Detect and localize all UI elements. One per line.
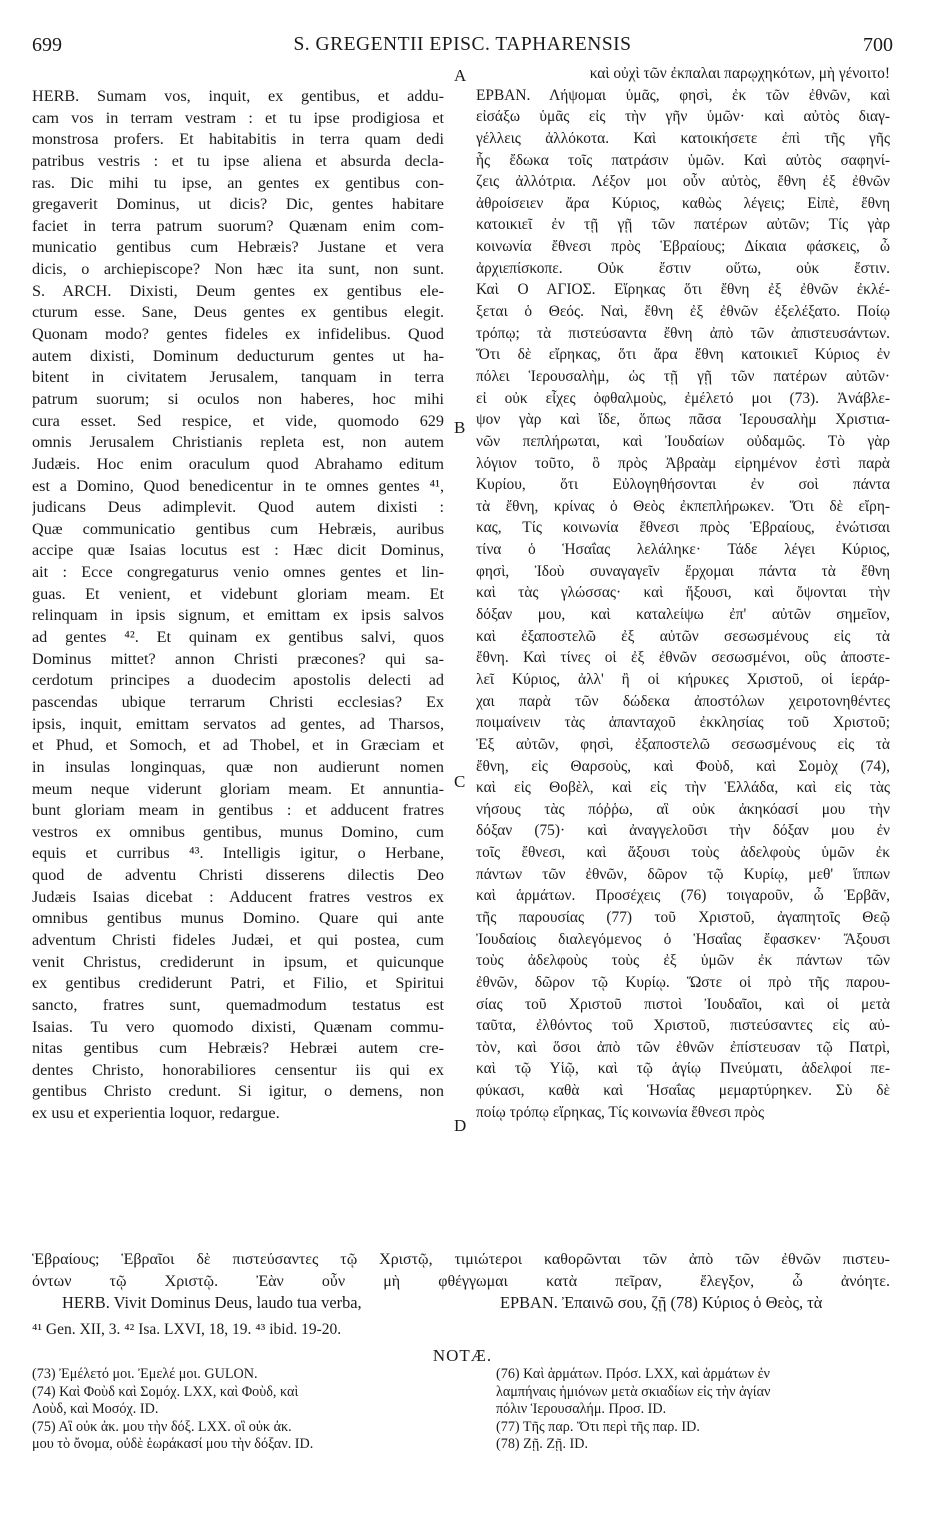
latin-text-line: HERB. Sumam vos, inquit, ex gentibus, et addu- xyxy=(32,87,444,105)
greek-text-line: φύκασι, καθὰ καὶ Ἡσαΐας μεμαρτύρηκεν. Σὺ δὲ xyxy=(476,1082,890,1100)
section-marker-b: B xyxy=(454,418,466,437)
latin-text-line: ras. Dic mihi tu ipse, an gentes ex gentibus con- xyxy=(32,173,444,192)
greek-text-line: νῶν πεπλήρωται, καὶ Ἰουδαίων οὐδαμῶς. Τὸ γὰρ xyxy=(476,432,890,450)
latin-text-line: municatio gentibus cum Hebræis? Justane et vera xyxy=(32,238,444,257)
greek-text-line: τρόπῳ; τὰ πιστεύσαντα ἔθνη ἀπὸ τῶν ἀπιστευσάντων. xyxy=(476,324,890,342)
latin-text-line: et Phud, et Somoch, et ad Thobel, et in Græciam et xyxy=(32,736,444,755)
footnote-line: (73) Ἐμέλετό μοι. Ἐμελέ μοι. GULON. xyxy=(32,1366,258,1382)
greek-text-line: τῆς παρουσίας (77) τοῦ Χριστοῦ, ἀγαπητοῖς Θεῷ xyxy=(476,908,890,926)
latin-text-line: dicis, o archiepiscope? Non hæc ita sunt, non sunt. xyxy=(32,260,444,279)
footnotes-left xyxy=(32,1366,456,1454)
greek-text-line: τὰ ἔθνη, κρίνας ὁ Θεὸς ἐκπεπλήρωκεν. Ὅτι δὲ εἴρη- xyxy=(476,497,890,515)
latin-text-line: Judæis Isaias dicebat : Adducent fratres vestros ex xyxy=(32,887,444,906)
section-marker-c: C xyxy=(454,772,466,791)
latin-text-line: omnibus gentibus munus Domino. Quare qui ante xyxy=(32,909,444,928)
greek-text-line: ποίῳ τρόπῳ εἴρηκας, Τίς κοινωνία ἔθνεσι πρὸς xyxy=(476,1103,765,1121)
latin-text-line: Isaias. Tu vero quomodo dixisti, Quænam commu- xyxy=(32,1017,444,1036)
page-number-right: 700 xyxy=(863,34,893,56)
latin-text-line: bitent in civitatem Jerusalem, tanquam in terra xyxy=(32,368,444,387)
footnote-line: (78) Ζῇ. Ζῇ. ID. xyxy=(496,1436,589,1453)
greek-closing-line: ΕΡΒΑΝ. Ἐπαινῶ σου, ζῇ (78) Κύριος ὁ Θεὸς, τὰ xyxy=(500,1293,823,1312)
footnotes-right xyxy=(496,1366,888,1454)
latin-text-line: adventum Christi fideles Judæi, et qui postea, cum xyxy=(32,930,444,949)
latin-text-line: venit Christus, crediderunt in ipsum, et quicunque xyxy=(32,952,444,971)
footnote-line: (75) Αἳ οὐκ ἀκ. μου τὴν δόξ. LXX. οἳ οὐκ ἀκ. xyxy=(32,1418,292,1435)
parallel-closing-lines xyxy=(32,1293,890,1315)
greek-text-line: λόγιον τοῦτο, ὃ πρὸς Ἀβραὰμ εἰρημένον ἐστὶ παρὰ xyxy=(476,454,890,472)
greek-text-line: φησὶ, Ἰδοὺ συναγαγεῖν ἔρχομαι πάντα τὰ ἔθνη xyxy=(476,562,890,580)
latin-text-line: dentes Christo, honorabiliores censentur iis qui ex xyxy=(32,1060,444,1079)
latin-text-line: Quonam modo? gentes fideles ex infidelibus. Quod xyxy=(32,325,444,344)
footnote-line: Λοὺδ, καὶ Μοσόχ. ID. xyxy=(32,1401,159,1418)
greek-text-line: καὶ ἁρμάτων. Προσέχεις (76) τοιγαροῦν, ὦ Ἑρβᾶν, xyxy=(476,887,890,905)
latin-text-line: ait : Ecce congregaturus venio omnes gentes et lin- xyxy=(32,563,444,582)
greek-text-line: δόξαν μου, καὶ καταλείψω ἐπ' αὐτῶν σημεῖον, xyxy=(476,606,890,624)
latin-text-line: omnis Jerusalem Christianis repleta est, non autem xyxy=(32,433,444,452)
latin-text-line: sancto, fratres sunt, quemadmodum testatus est xyxy=(32,995,444,1014)
greek-text-line: κοινωνία ἔθνεσι πρὸς Ἑβραίους; Δίκαια φάσκεις, ὦ xyxy=(476,238,890,256)
latin-text-line: faciet in terra patrum suorum? Quænam enim com- xyxy=(32,216,444,235)
greek-text-line: καὶ εἰς Θοβὲλ, καὶ εἰς τὴν Ἑλλάδα, καὶ εἰς τὰς xyxy=(476,779,890,797)
latin-text-line: cam vos in terram vestram : et tu ipse prodigiosa et xyxy=(32,108,444,127)
greek-text-line: Ἰουδαίοις διαλεγόμενος ὁ Ἡσαΐας ἔφασκεν· Ἄξουσι xyxy=(476,930,890,948)
greek-text-line: καὶ οὐχὶ τῶν ἐκπαλαι παρῳχηκότων, μὴ γένοιτο! xyxy=(589,65,890,82)
greek-text-line: χαι παρὰ τῶν δώδεκα ἀποστόλων χειροτονηθέντες xyxy=(476,692,890,710)
latin-text-line: patrum suorum; si oculos non haberes, hoc mihi xyxy=(32,389,444,408)
greek-text-line: ἔθνη. Καὶ τίνες οἱ ἐξ ἐθνῶν σεσωσμένοι, οὓς ἀποστε- xyxy=(476,649,890,667)
latin-text-line: ex gentibus crediderunt Patri, et Filio, et Spiritui xyxy=(32,974,444,993)
footnote-line: μου τὸ ὄνομα, οὐδὲ ἑωράκασί μου τὴν δόξαν. ID. xyxy=(32,1436,314,1453)
latin-text-line: guas. Et venient, et videbunt gloriam meam. Et xyxy=(32,584,444,603)
latin-text-line: judicans Deus adimplevit. Quod autem dixisti : xyxy=(32,498,444,517)
section-marker-d: D xyxy=(454,1116,467,1135)
page-number-left: 699 xyxy=(32,34,62,56)
greek-text-line: ποιμαίνειν τὰς ἁπανταχοῦ ἐκκλησίας τοῦ Χριστοῦ; xyxy=(476,714,890,732)
footnote-line: (77) Τῆς παρ. Ὅτι περὶ τῆς παρ. ID. xyxy=(496,1418,700,1435)
greek-column xyxy=(476,63,890,1123)
greek-text-line: εἰ οὐκ εἶχες ὀφθαλμοὺς, ἐμέλετό μοι (73). Ἀνάβλε- xyxy=(476,389,890,407)
notes-heading: NOTÆ. xyxy=(432,1346,493,1365)
greek-text-line: Ἐξ αὐτῶν, φησὶ, ἐξαποστελῶ σεσωσμένους εἰς τὰ xyxy=(476,735,890,753)
greek-text-line: εἰσάξω ὑμᾶς εἰς τὴν γῆν ὑμῶν· καὶ αὐτὸς διαγ- xyxy=(476,108,890,126)
greek-text-line: δόξαν (75)· καὶ ἀναγγελοῦσι τὴν δόξαν μου ἐν xyxy=(476,822,890,840)
footnote-line: (74) Καὶ Φοὺδ καὶ Σομόχ. LXX, καὶ Φοὺδ, καὶ xyxy=(32,1383,299,1400)
greek-text-line: ταῦτα, ἐλθόντος τοῦ Χριστοῦ, πιστεύσαντες εἰς αὐ- xyxy=(476,1017,890,1035)
greek-text-line: ΕΡΒΑΝ. Λήψομαι ὑμᾶς, φησὶ, ἐκ τῶν ἐθνῶν, καὶ xyxy=(476,86,890,104)
greek-text-line: Ὅτι δὲ εἴρηκας, ὅτι ἄρα ἔθνη κατοικιεῖ Κύριος ἐν xyxy=(476,346,890,364)
latin-text-line: gentibus Christo credunt. Si igitur, o demens, non xyxy=(32,1082,444,1101)
latin-text-line: relinquam in ipsis signum, et emittam ex ipsis salvos xyxy=(32,606,444,625)
greek-text-line: ζεις ἀλλότρια. Λέξον μοι οὖν αὐτὸς, ἔθνη ἐξ ἐθνῶν xyxy=(476,173,890,191)
latin-text-line: gregaverit Dominus, ut dicis? Dic, gentes habitare xyxy=(32,195,444,214)
latin-text-line: cura esset. Sed respice, et vide, quomodo 629 xyxy=(32,411,444,430)
greek-text-line: τοὺς ἀδελφοὺς τοὺς ἐξ ὑμῶν ἐκ πάντων τῶν xyxy=(476,952,890,970)
greek-text-line: ἧς ἔδωκα τοῖς πατράσιν ὑμῶν. Καὶ αὐτὸς σαφηνί- xyxy=(476,151,890,169)
greek-text-line: καὶ τὰς γλώσσας· καὶ ἥξουσι, καὶ ὄψονται τὴν xyxy=(476,584,890,602)
greek-text-line: κατοικιεῖ ἐν τῇ γῇ τῶν πατέρων αὐτῶν; Τίς γὰρ xyxy=(476,216,890,234)
latin-text-line: Judæis. Hoc enim oraculum quod Abrahamo editum xyxy=(32,454,444,473)
latin-text-line: equis et curribus ⁴³. Intelligis igitur, o Herbane, xyxy=(32,844,444,863)
greek-text-line: λεῖ Κύριος, ἀλλ' ἢ οἱ κήρυκες Χριστοῦ, οἱ ἱεράρ- xyxy=(476,670,890,688)
latin-text-line: ad gentes ⁴². Et quinam ex gentibus salvi, quos xyxy=(32,628,444,647)
greek-text-line: νήσους τὰς πόῤῥω, αἳ οὐκ ἀκηκόασί μου τὴν xyxy=(476,800,890,818)
footnote-line: πόλιν Ἱερουσαλήμ. Προσ. ID. xyxy=(496,1401,667,1418)
latin-text-line: monstrosa profers. Et habitabitis in terra quam dedi xyxy=(32,130,444,149)
greek-text-line: ἀθροίσειεν ἄρα Κύριος, καθὼς λέγεις; Εἰπὲ, ἔθνη xyxy=(476,194,890,212)
greek-text-line: τοῖς ἔθνεσι, καὶ ἄξουσι τοὺς ἀδελφοὺς ὑμῶν ἐκ xyxy=(476,844,890,862)
latin-text-line: in insulas longinquas, quæ non audierunt nomen xyxy=(32,757,444,776)
latin-text-line: accipe quæ Isaias locutus est : Hæc dicit Dominus, xyxy=(32,541,444,560)
footnote-line: (76) Καὶ ἁρμάτων. Πρόσ. LXX, καὶ ἁρμάτων ἐν xyxy=(496,1366,770,1382)
greek-text-line: Καὶ Ο ΑΓΙΟΣ. Εἴρηκας ὅτι ἔθνη ἐξ ἐθνῶν ἐκλέ- xyxy=(476,281,890,299)
latin-text-line: cturum esse. Sane, Deus gentes ex gentibus elegit. xyxy=(32,303,444,322)
greek-text-line: κας, Τίς κοινωνία ἔθνεσι πρὸς Ἑβραίους, ἐνώτισαι xyxy=(476,519,890,537)
greek-text-line: ἐθνῶν, δῶρον τῷ Κυρίῳ. Ὥστε οἱ πρὸ τῆς παρου- xyxy=(476,973,890,991)
greek-text-line: καὶ ἐξαποστελῶ ἐξ αὐτῶν σεσωσμένους εἰς τὰ xyxy=(476,627,890,645)
greek-text-line: γέλλεις ἀλλόκοτα. Καὶ κατοικήσετε ἐπὶ τῆς γῆς xyxy=(476,129,890,147)
scripture-references: ⁴¹ Gen. XII, 3. ⁴² Isa. LXVI, 18, 19. ⁴³ ibid. 19-20. xyxy=(32,1321,342,1338)
latin-text-line: bunt gloriam meam in gentibus : et adducent fratres xyxy=(32,801,444,820)
latin-text-line: cerdotum principes a duodecim apostolis delecti ad xyxy=(32,671,444,690)
latin-text-line: est a Domino, Quod benedicentur in te omnes gentes ⁴¹, xyxy=(32,476,444,495)
greek-text-line: σίας τοῦ Χριστοῦ πιστοὶ Ἰουδαῖοι, καὶ οἱ μετὰ xyxy=(476,995,890,1013)
greek-text-line: ξεται ὁ Θεός. Ναὶ, ἔθνη ἐξ ἐθνῶν ἐξελέξατο. Ποίῳ xyxy=(476,303,890,321)
latin-closing-line: HERB. Vivit Dominus Deus, laudo tua verba, xyxy=(62,1293,362,1312)
footnote-line: λαμπήναις ἡμιόνων μετὰ σκιαδίων εἰς τὴν ἁγίαν xyxy=(496,1383,771,1400)
latin-text-line: nitas gentibus cum Hebræis? Hebræi autem cre- xyxy=(32,1039,444,1058)
latin-text-line: meum neque viderunt gloriam meam. Et annuntia- xyxy=(32,779,444,798)
spanning-text-line: όντων τῷ Χριστῷ. Ἐὰν οὖν μὴ φθέγγωμαι κατὰ πεῖραν, ἔλεγξον, ὦ ἀνόητε. xyxy=(32,1272,890,1290)
latin-text-line: autem dixisti, Dominum deducturum gentes ut ha- xyxy=(32,346,444,365)
greek-text-line: τίνα ὁ Ἡσαΐας λελάληκε· Τάδε λέγει Κύριος, xyxy=(476,541,890,559)
greek-text-line: τὸν, καὶ ὅσοι ἀπὸ τῶν ἐθνῶν ἐπίστευσαν τῷ Πατρὶ, xyxy=(476,1038,890,1056)
greek-text-line: καὶ τῷ Υἱῷ, καὶ τῷ ἁγίῳ Πνεύματι, ἀδελφοί πε- xyxy=(476,1060,890,1078)
latin-text-line: pascendas ubique terrarum Christi ecclesias? Ex xyxy=(32,692,444,711)
greek-text-line: πάντων τῶν ἐθνῶν, δῶρον τῷ Κυρίῳ, μεθ' ἵππων xyxy=(476,865,890,883)
latin-column xyxy=(32,86,444,1125)
greek-text-line: ψον γὰρ καὶ ἴδε, ὅπως πᾶσα Ἱερουσαλὴμ Χριστια- xyxy=(476,411,890,429)
latin-text-line: vestros ex omnibus gentibus, munus Domino, cum xyxy=(32,822,444,841)
latin-text-line: Dominus mittet? annon Christi præcones? qui sa- xyxy=(32,649,444,668)
spanning-text xyxy=(32,1249,890,1292)
running-header xyxy=(32,34,893,60)
greek-text-line: πόλει Ἱερουσαλὴμ, ὡς τῇ γῇ τῶν πατέρων αὐτῶν· xyxy=(476,367,890,385)
spanning-text-line: Ἑβραίους; Ἑβραῖοι δὲ πιστεύσαντες τῷ Χριστῷ, τιμιώτεροι καθορῶνται τῶν ἀπὸ τῶν ἐθνῶν πιστευ- xyxy=(32,1251,890,1268)
latin-text-line: S. ARCH. Dixisti, Deum gentes ex gentibus ele- xyxy=(32,281,444,300)
section-marker-a: A xyxy=(454,66,467,85)
latin-text-line: quod de adventu Christi disserens dilectis Deo xyxy=(32,866,444,885)
greek-text-line: ἔθνη, εἰς Θαρσοὺς, καὶ Φοὺδ, καὶ Σομὸχ (74), xyxy=(476,757,890,775)
latin-text-line: Quæ communicatio gentibus cum Hebræis, auribus xyxy=(32,519,444,538)
greek-text-line: ἀρχιεπίσκοπε. Οὐκ ἔστιν οὕτω, οὐκ ἔστιν. xyxy=(476,259,890,277)
latin-text-line: ipsis, inquit, emittam servatos ad gentes, ad Tharsos, xyxy=(32,714,444,733)
latin-text-line: patribus vestris : et tu ipse aliena et absurda decla- xyxy=(32,151,444,170)
latin-text-line: ex usu et experientia loquor, redargue. xyxy=(32,1104,280,1123)
greek-text-line: Κυρίου, ὅτι Εὐλογηθήσονται ἐν σοὶ πάντα xyxy=(476,476,890,494)
running-title: S. GREGENTII EPISC. TAPHARENSIS xyxy=(293,34,632,55)
